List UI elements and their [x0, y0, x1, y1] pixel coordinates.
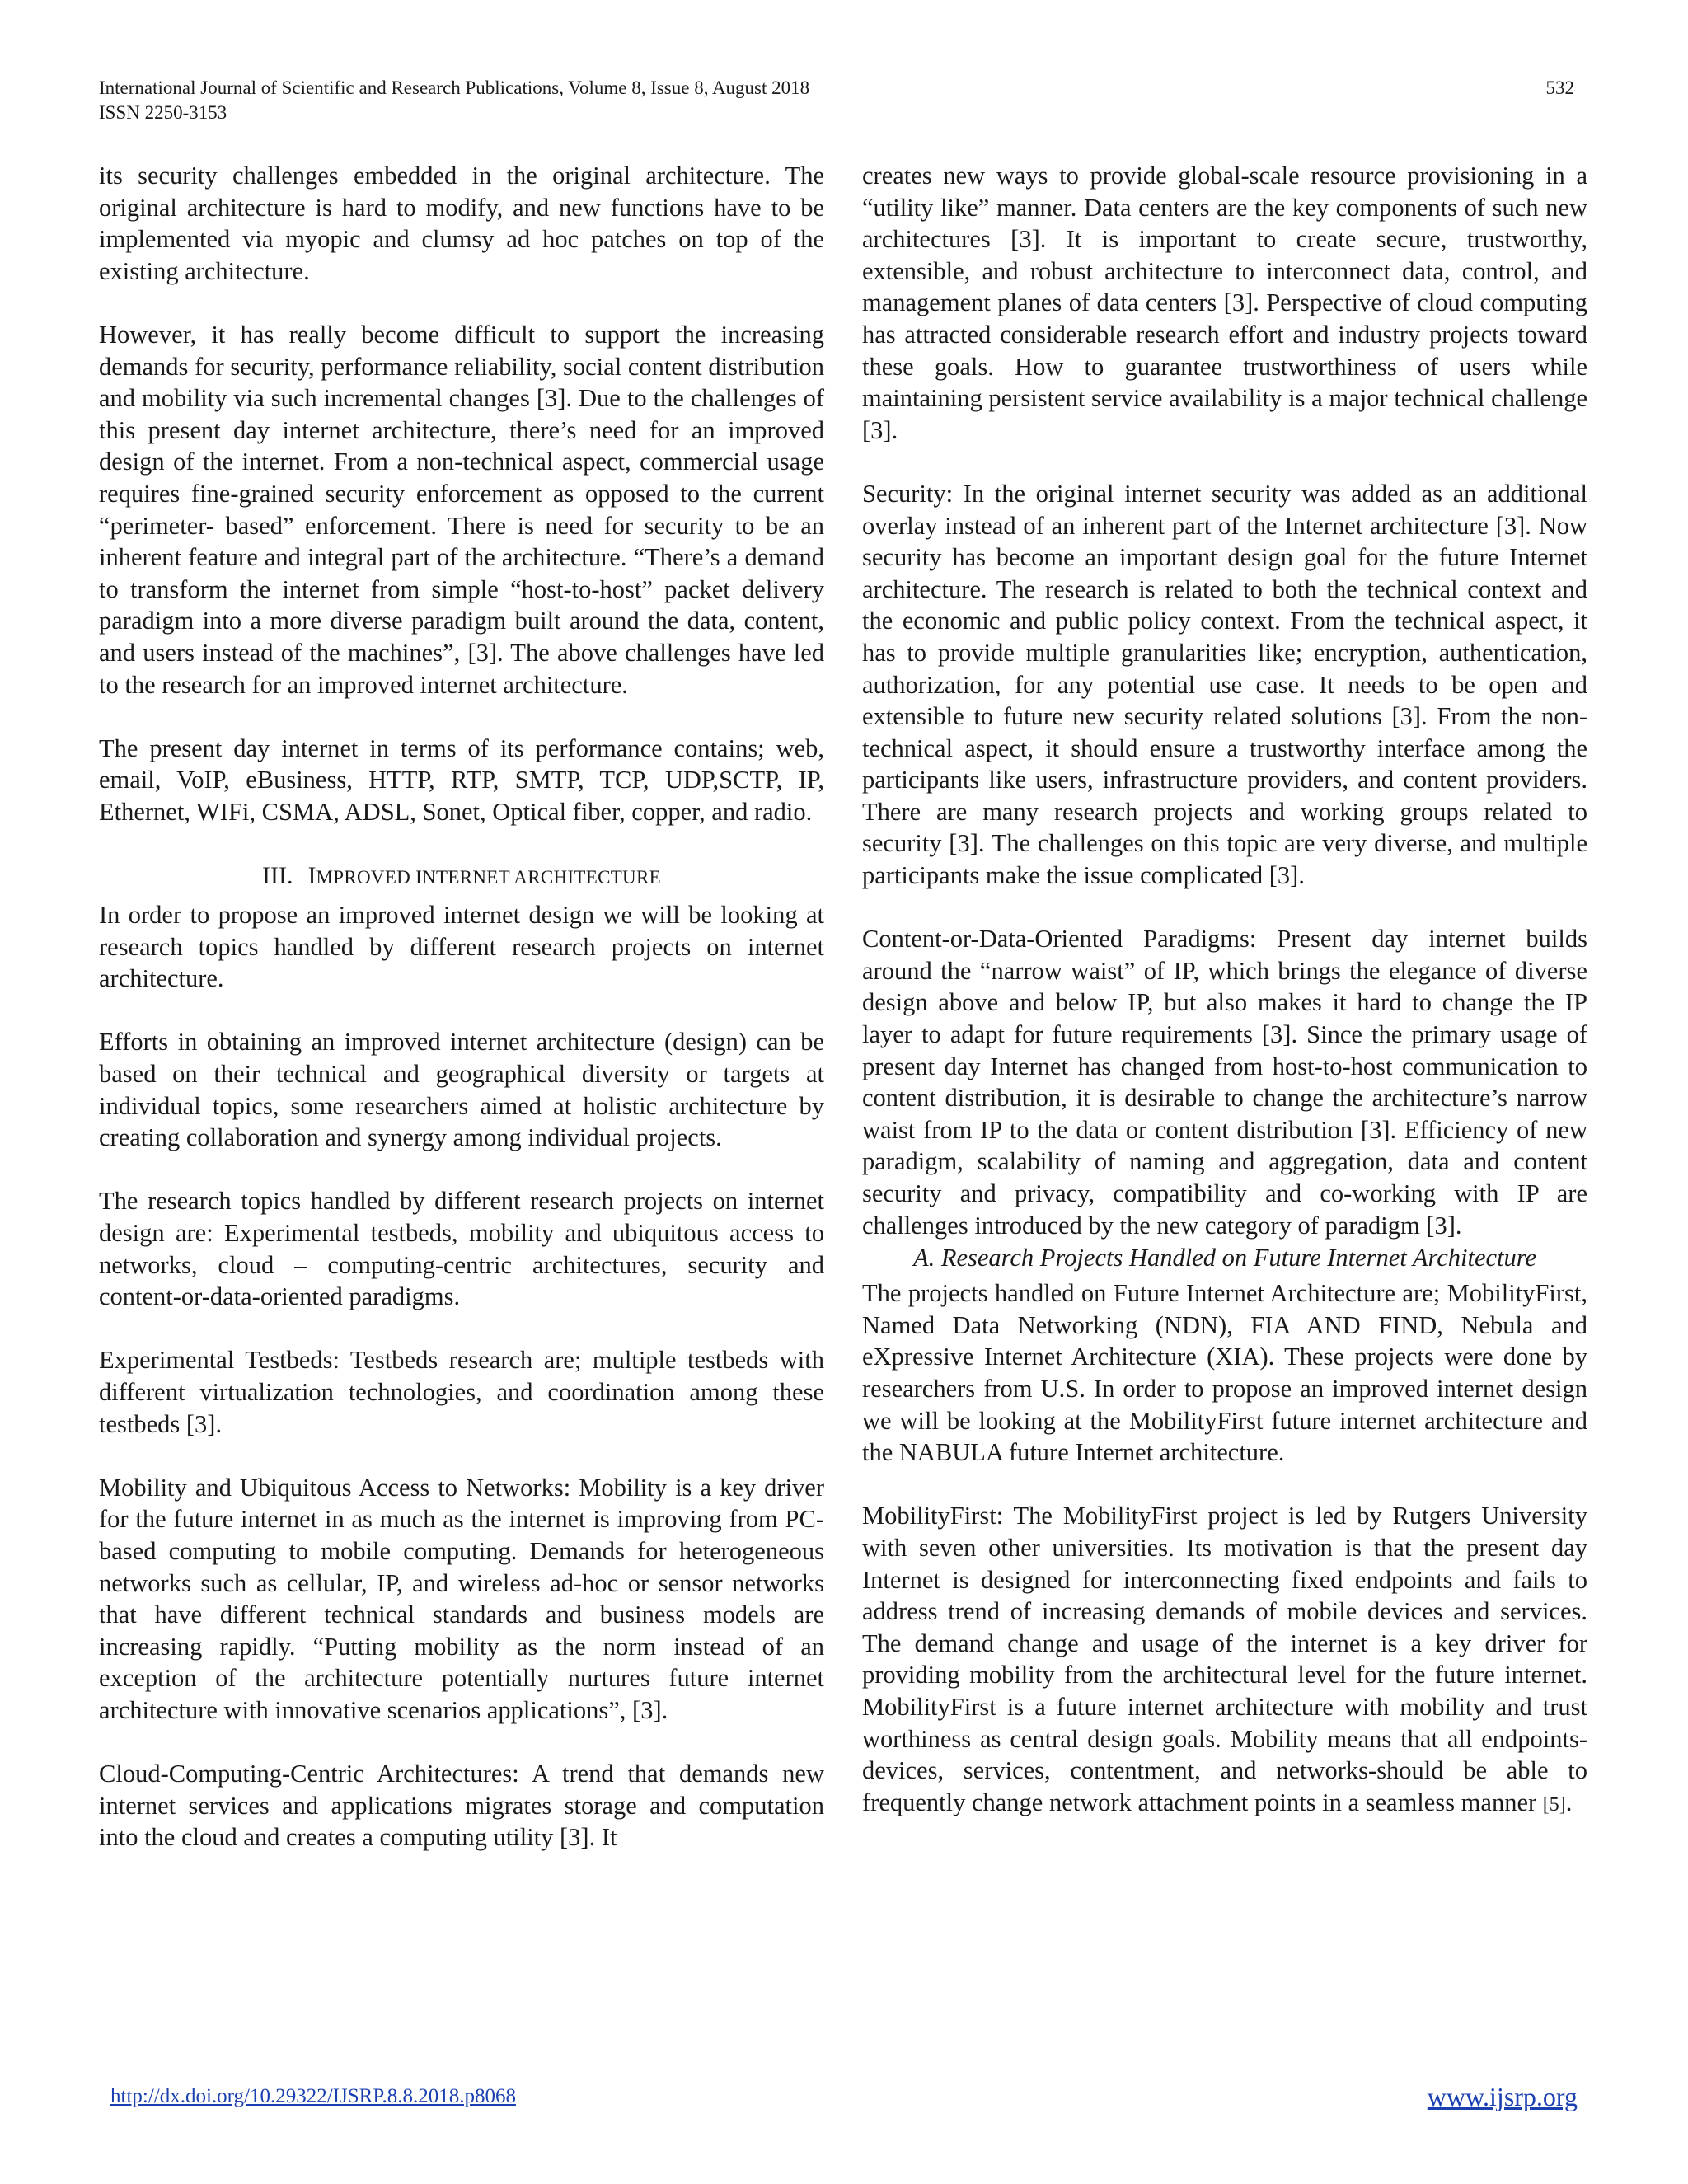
paragraph: The projects handled on Future Internet Architecture are; MobilityFirst, Named Data Networking (NDN), FIA AND FIND, Nebula and eXpressive Internet Architecture (XIA). These projects were done by researchers from U.S. In order to propose an improved internet design we will be looking at the MobilityFirst future internet architecture and the NABULA future Internet architecture. — [862, 1279, 1587, 1467]
paragraph: Content-or-Data-Oriented Paradigms: Present day internet builds around the “narrow waist” of IP, which brings the elegance of diverse design above and below IP, but also makes it hard to change the IP layer to adapt for future requirements [3]. Since the primary usage of present day Internet has changed from host-to-host communication to content distribution, it is desirable to change the architecture’s narrow waist from IP to the data or content distribution [3]. Efficiency of new paradigm, scalability of naming and aggregation, data and content security and privacy, compatibility and co-working with IP are challenges introduced by the new category of paradigm [3]. — [862, 925, 1587, 1240]
paragraph: Efforts in obtaining an improved internet architecture (design) can be based on their technical and geographical diversity or targets at individual topics, some researchers aimed at holistic architecture by creating collaboration and synergy among individual projects. — [99, 1028, 824, 1152]
paragraph: The present day internet in terms of its performance contains; web, email, VoIP, eBusiness, HTTP, RTP, SMTP, TCP, UDP,SCTP, IP, Ethernet, WIFi, CSMA, ADSL, Sonet, Optical fiber, copper, and radio. — [99, 733, 824, 826]
section-title: MPROVED INTERNET ARCHITECTURE — [316, 867, 661, 888]
paragraph: Experimental Testbeds: Testbeds research are; multiple testbeds with different virtualization technologies, and coordination among these testbeds [3]. — [99, 1346, 824, 1438]
page-footer — [110, 2082, 1578, 2111]
paragraph: Mobility and Ubiquitous Access to Networks: Mobility is a key driver for the future internet in as much as the internet is improving from PC-based computing to mobile computing. Demands for heterogeneous networks such as cellular, IP, and wireless ad-hoc or sensor networks that have different technical standards and business models are increasing rapidly. “Putting mobility as the norm instead of an exception of the architecture potentially nurtures future internet architecture with innovative scenarios applications”, [3]. — [99, 1473, 824, 1724]
journal-citation: International Journal of Scientific and Research Publications, Volume 8, Issue 8, August 2018 — [99, 77, 810, 98]
doi-link[interactable]: http://dx.doi.org/10.29322/IJSRP.8.8.2018.p8068 — [110, 2085, 516, 2107]
page-number: 532 — [1545, 77, 1574, 98]
paragraph: creates new ways to provide global-scale resource provisioning in a “utility like” manner. Data centers are the key components of such new architectures [3]. It is important to create secure, trustworthy, extensible, and robust architecture to interconnect data, control, and management planes of data centers [3]. Perspective of cloud computing has attracted considerable research effort and industry projects toward these goals. How to guarantee trustworthiness of users while maintaining persistent service availability is a major technical challenge [3]. — [862, 162, 1587, 444]
paragraph-end: . — [1565, 1788, 1573, 1816]
section-title-initial: I — [307, 862, 316, 890]
paragraph: In order to propose an improved internet design we will be looking at research topics handled by different research projects on internet architecture. — [99, 901, 824, 993]
left-column — [99, 160, 824, 1854]
paragraph: its security challenges embedded in the original architecture. The original architecture is hard to modify, and new functions have to be implemented via myopic and clumsy ad hoc patches on top of the existing architecture. — [99, 162, 824, 285]
paragraph: Cloud-Computing-Centric Architectures: A trend that demands new internet services and applications migrates storage and computation into the cloud and creates a computing utility [3]. It — [99, 1760, 824, 1852]
website-link[interactable]: www.ijsrp.org — [1427, 2082, 1578, 2111]
section-numeral: III. — [262, 862, 293, 890]
paragraph: Security: In the original internet security was added as an additional overlay instead of an inherent part of the Internet architecture [3]. Now security has become an important design goal for the future Internet architecture. The research is related to both the technical context and the economic and public policy context. From the technical aspect, it has to provide multiple granularities like; encryption, authentication, authorization, for any potential use case. It needs to be open and extensible to future new security related solutions [3]. From the non-technical aspect, it should ensure a trustworthy interface among the participants like users, infrastructure providers, and content providers. There are many research projects and working groups related to security [3]. The challenges on this topic are very diverse, and multiple participants make the issue complicated [3]. — [862, 479, 1587, 890]
paragraph — [862, 1500, 1587, 1821]
citation-ref: [5] — [1542, 1793, 1566, 1816]
section-heading — [99, 860, 824, 894]
issn: ISSN 2250-3153 — [99, 102, 227, 123]
subsection-heading: A. Research Projects Handled on Future Internet Architecture — [912, 1244, 1537, 1272]
page-header — [99, 76, 1574, 125]
paragraph: The research topics handled by different research projects on internet design are: Experimental testbeds, mobility and ubiquitous access to networks, cloud – computing-centric architectures, security and content-or-data-oriented paradigms. — [99, 1187, 824, 1311]
paragraph-text: MobilityFirst: The MobilityFirst project is led by Rutgers University with seven other universities. Its motivation is that the present day Internet is designed for interconnecting fixed endpoints and fails to address trend of increasing demands of mobile devices and services. The demand change and usage of the internet is a key driver for providing mobility from the architectural level for the future internet. MobilityFirst is a future internet architecture with mobility and trust worthiness as central design goals. Mobility means that all endpoints-devices, services, contentment, and networks-should be able to frequently change network attachment points in a seamless manner — [862, 1502, 1587, 1816]
paragraph: However, it has really become difficult to support the increasing demands for security, performance reliability, social content distribution and mobility via such incremental changes [3]. Due to the challenges of this present day internet architecture, there’s need for an improved design of the internet. From a non-technical aspect, commercial usage requires fine-grained security enforcement as opposed to the current “perimeter- based” enforcement. There is need for security to be an inherent feature and integral part of the architecture. “There’s a demand to transform the internet from simple “host-to-host” packet delivery paradigm into a more diverse paradigm built around the data, content, and users instead of the machines”, [3]. The above challenges have led to the research for an improved internet architecture. — [99, 320, 824, 699]
right-column — [862, 160, 1587, 1821]
